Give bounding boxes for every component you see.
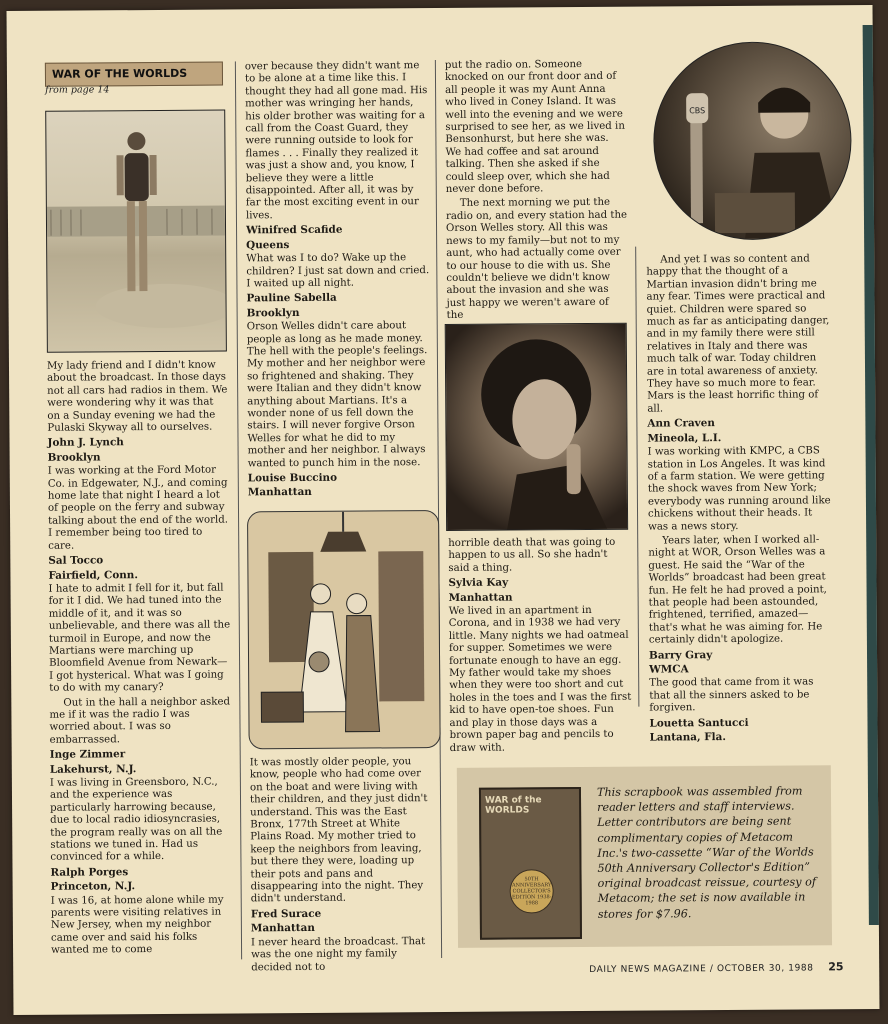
letter-text: horrible death that was going to happen to us all. So she hadn't said a thing. <box>448 536 616 574</box>
letter-author: Louise Buccino <box>247 471 338 485</box>
column-rule <box>435 60 442 958</box>
letter-text: My lady friend and I didn't know about the broadcast. In those days not all cars had radios in them. We were wondering why it was that on a Sunday evening we had the Pulaski Skyway all to ourselves. <box>46 359 228 434</box>
letter-text: I was 16, at home alone while my parents were visiting relatives in New Jersey, when my neighbor came over and said his folks wanted me to come <box>50 894 224 957</box>
section-tag <box>45 62 223 87</box>
promo-text: This scrapbook was assembled from reader letters and staff interviews. Letter contributors are being sent complimentary copies of Metacom Inc.'s two-cassette “War of the Worlds 50th Anniversary Collector's Edition” original broadcast reissue, courtesy of Metacom; the set is now available in stores for $7.96. <box>596 784 817 921</box>
letter-text: We lived in an apartment in Corona, and in 1938 we had very little. Many nights we had oatmeal for supper. Sometimes we were fortunate enough to have an egg. My father would take my shoes when they were too short and cut holes in the toes and I was the first kid to have open-toe shoes. Fun and play in those days was a brown paper bag and pencils to draw with. <box>448 604 632 754</box>
column-3-lower <box>448 537 632 757</box>
letter-text: The next morning we put the radio on, and every station had the Orson Welles story. All this was news to my family—but not to my aunt, who had actually come over to our house to die with us. She couldn't believe we didn't know about the invasion and she was just happy we weren't aware of the <box>445 197 628 322</box>
letter-author: Sylvia Kay <box>448 576 509 590</box>
column-4 <box>646 253 835 746</box>
letter-text: I never heard the broadcast. That was the one night my family decided not to <box>250 935 426 973</box>
letter-text: I was working at the Ford Motor Co. in Edgewater, N.J., and coming home late that night I heard a lot of people on the ferry and subway talking about the end of the world. I remember being too tired to care. <box>47 464 228 552</box>
letter-text: I was living in Greensboro, N.C., and the experience was particularly harrowing because, due to local radio idiosyncrasies, the program really was on all the stations we tuned in. Had us convinced for a while. <box>49 776 223 864</box>
cassette-package <box>479 787 582 940</box>
letter-text: Years later, when I worked all-night at WOR, Orson Welles was a guest. He said the “War of the Worlds” broadcast had been great fun. He felt he had proved a point, that people had been astounded, frightened, terrified, amazed—that's what he was aiming for. He certainly didn't apologize. <box>648 534 827 646</box>
letter-text: over because they didn't want me to be alone at a time like this. I thought they had all gone mad. His mother was wringing her hands, his older brother was waiting for a call from the Coast Guard, they were running outside to look for flames . . . Finally they realized it was just a show and, you know, I believe they were a little disappointed. After all, it was by far the most exciting event in our lives. <box>244 60 428 222</box>
cbs-badge: CBS <box>689 106 706 116</box>
letter-author: Fred Surace <box>250 907 322 921</box>
letter-text: The good that came from it was that all the sinners asked to be forgiven. <box>649 676 814 714</box>
letter-author: Ann Craven <box>647 417 715 430</box>
couple-illustration <box>247 510 441 749</box>
promo-box <box>457 765 832 948</box>
letter-author: Louetta Santucci <box>649 716 749 730</box>
letter-place: Manhattan <box>247 486 312 499</box>
letter-author: Ralph Porges <box>50 866 129 879</box>
beach-photo <box>45 110 227 353</box>
section-title: WAR OF THE WORLDS <box>51 66 188 81</box>
page-number: 25 <box>828 960 844 974</box>
column-3 <box>445 59 629 325</box>
page-footer: DAILY NEWS MAGAZINE / OCTOBER 30, 1988 <box>589 963 814 975</box>
letter-place: Manhattan <box>250 922 315 935</box>
letter-text: I hate to admit I fell for it, but fall for it I did. We had tuned into the middle of it, and it was so unbelievable, and there was all the turmoil in Europe, and now the Martians were marching up Bloomfield Avenue from Newark—I got hysterical. What was I going to do with my canary? <box>48 582 231 694</box>
column-rule <box>235 61 242 959</box>
letter-place: Queens <box>246 238 290 252</box>
letter-place: Fairfield, Conn. <box>48 568 139 582</box>
cassette-title: WAR of the WORLDS <box>484 795 542 816</box>
letter-place: Brooklyn <box>47 451 101 464</box>
letter-author: Inge Zimmer <box>49 748 126 761</box>
letter-author: Barry Gray <box>648 648 713 662</box>
letter-place: Brooklyn <box>246 306 300 320</box>
letter-place: WMCA <box>649 663 689 676</box>
letter-text: Out in the hall a neighbor asked me if it was the radio I was worried about. I was so embarrassed. <box>49 696 231 746</box>
letter-place: Lantana, Fla. <box>649 731 726 744</box>
letter-place: Lakehurst, N.J. <box>49 762 137 776</box>
column-2 <box>245 60 432 501</box>
letter-text: What was I to do? Wake up the children? I just sat down and cried. I waited up all night. <box>246 252 430 290</box>
radio-announcer-photo <box>653 41 852 240</box>
letter-text: It was mostly older people, you know, people who had come over on the boat and were living with their children, and they just didn't understand. This was the East Bronx, 177th Street at White Plains Road. My mother tried to keep the neighbors from leaving, but there they were, loading up their pots and pans and disappearing into the night. They didn't understand. <box>249 756 428 905</box>
anniversary-seal: 50TH ANNIVERSARY COLLECTOR'S EDITION 1938-1988 <box>510 869 554 913</box>
letter-text: Orson Welles didn't care about people as long as he made money. The hell with the people's feelings. My mother and her neighbor were so frightened and shaking. They were Italian and they didn't know anything about Martians. It's a wonder none of us fell down the stairs. I will never forgive Orson Welles for what he did to my mother and her neighbor. I always wanted to punch him in the nose. <box>246 320 428 469</box>
letter-text: And yet I was so content and happy that the thought of a Martian invasion didn't bring me any fear. Times were practical and quiet. Children were spared so much as far as anticipating danger, and in my family there were still relatives in Italy and there was much talk of war. Today children are in total awareness of anxiety. They have so much more to fear. Mars is the least horrific thing of all. <box>646 253 830 415</box>
magazine-page <box>7 5 880 1015</box>
letter-place: Mineola, L.I. <box>647 431 722 445</box>
letter-text: I was working with KMPC, a CBS station in Los Angeles. It was kind of a farm station. We were getting the shock waves from New York; everybody was running around like chickens without their heads. It was a news story. <box>647 445 831 533</box>
page-edge <box>863 25 879 925</box>
column-rule <box>635 247 639 707</box>
letter-place: Manhattan <box>448 591 513 604</box>
letter-place: Princeton, N.J. <box>50 880 136 893</box>
woman-portrait-photo <box>445 323 628 531</box>
continued-note: from page 14 <box>45 84 110 96</box>
column-2-lower <box>250 756 436 976</box>
letter-author: John J. Lynch <box>47 436 124 450</box>
column-1 <box>47 359 233 959</box>
letter-author: Winifred Scafide <box>246 223 343 237</box>
letter-author: Pauline Sabella <box>246 292 337 305</box>
letter-author: Sal Tocco <box>48 554 104 567</box>
letter-text: put the radio on. Someone knocked on our front door and of all people it was my Aunt Anna who lived in Coney Island. It was well into the evening and we were surprised to see her, as we lived in Bensonhurst, but here she was. We had coffee and sat around talking. Then she asked if she could sleep over, which she had never done before. <box>444 59 625 196</box>
